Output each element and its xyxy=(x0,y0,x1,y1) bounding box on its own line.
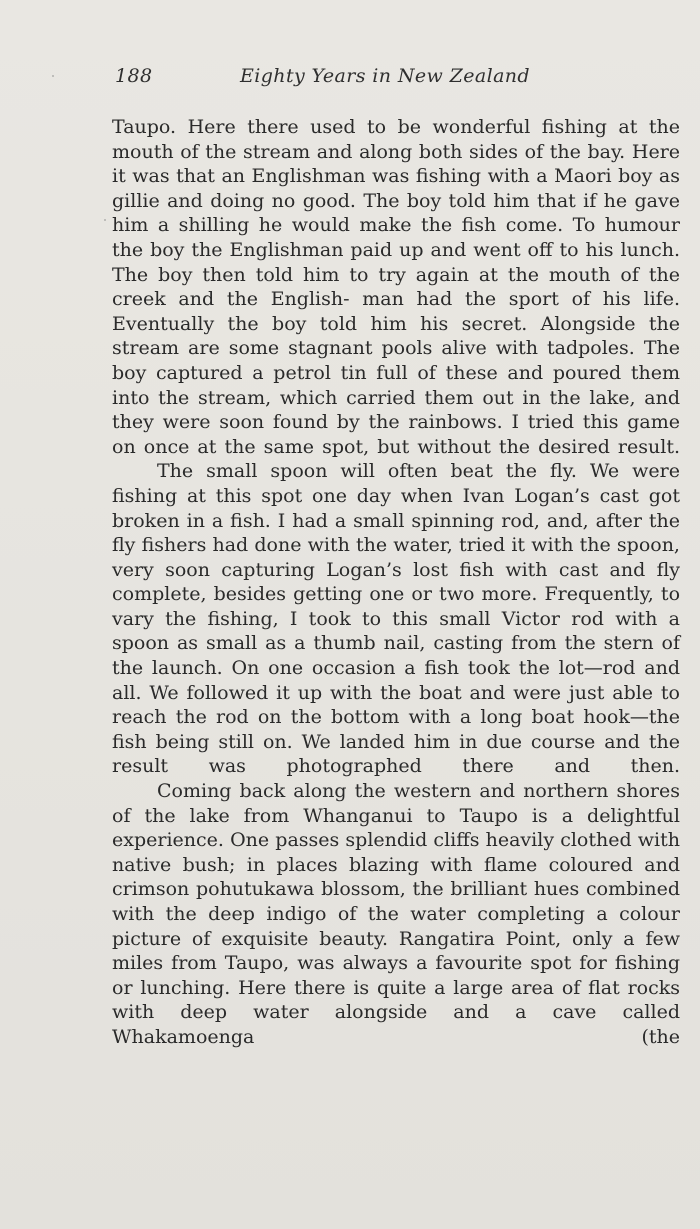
text-line: mouth of the stream and along both sides of the bay. xyxy=(112,140,626,163)
text-line: The small spoon will often beat the fly. We were xyxy=(157,460,680,483)
body-text xyxy=(112,115,680,1050)
paper-speck xyxy=(104,219,106,221)
text-line: photographed there and then. xyxy=(286,755,680,778)
running-title: Eighty Years in New Zealand xyxy=(240,65,530,87)
text-line: water alongside and a cave called Whakamoenga (the xyxy=(112,1001,680,1048)
text-line: small Victor rod with a spoon as small as a thumb nail, xyxy=(112,607,680,655)
paragraph-3 xyxy=(112,779,680,1050)
text-line: the brilliant hues combined with the deep indigo of the xyxy=(112,878,680,925)
text-line: heavily clothed with native bush; in places blazing xyxy=(112,829,680,876)
text-line: try again at the mouth of the creek and the English- xyxy=(112,263,680,311)
page-number: 188 xyxy=(115,65,153,87)
text-line: with cast and fly complete, besides getting one or two xyxy=(112,558,680,606)
text-line: Maori boy as gillie and doing no good. The boy told xyxy=(112,165,681,212)
text-line: a petrol tin full of these and poured them into the xyxy=(112,361,681,409)
text-line: Rangatira Point, only a few miles from Taupo, was xyxy=(112,927,680,975)
text-line: Coming back along the western and northern xyxy=(157,780,609,803)
text-line: always a favourite spot for fishing or lunching. Here xyxy=(112,952,680,999)
text-line: Here it was that an Englishman was fishing with a xyxy=(112,140,681,188)
paragraph-1 xyxy=(112,115,680,459)
text-line: with the spoon, very soon capturing Logan’s lost fish xyxy=(112,534,680,581)
text-line: were soon found by the rainbows. I tried this game on xyxy=(112,411,680,458)
text-line: a fish took the lot—rod and all. We followed it up xyxy=(112,657,680,704)
text-line: fishing at this spot one day when Ivan Logan’s cast xyxy=(112,484,639,507)
text-line: water completing a colour picture of exquisite beauty. xyxy=(112,903,680,950)
text-line: stagnant pools alive with tadpoles. The boy captured xyxy=(112,337,680,384)
text-line: him his secret. Alongside the stream are some xyxy=(112,312,680,360)
text-line: casting from the stern of the launch. On one occasion xyxy=(112,632,680,680)
text-line: stream, which carried them out in the lake, and they xyxy=(112,386,681,434)
text-line: more. Frequently, to vary the fishing, I took to this xyxy=(112,583,681,630)
text-line: Taupo. Here there used to be wonderful fishing at the xyxy=(112,116,680,138)
text-line: shores of the lake from Whanganui to Taupo is a xyxy=(112,780,680,827)
text-line: fish come. To humour the boy the Englishman paid up xyxy=(112,214,681,261)
paragraph-2 xyxy=(112,459,680,779)
text-line: on. We landed him in due course and the result was xyxy=(112,730,680,778)
text-line: got broken in a fish. I had a small spinning rod, and, xyxy=(112,484,680,532)
text-line: him that if he gave him a shilling he would make the xyxy=(112,189,680,237)
paper-speck xyxy=(52,75,54,77)
text-line: the bottom with a long boat hook—the fish being still xyxy=(112,706,680,753)
text-line: delightful experience. One passes splendid cliffs xyxy=(112,804,680,852)
text-line: man had the sport of his life. Eventually the boy told xyxy=(112,288,680,335)
text-line: and went off to his lunch. The boy then told him to xyxy=(112,238,680,286)
text-line: once at the same spot, but without the desired result. xyxy=(143,435,680,458)
text-line: with the boat and were just able to reach the rod on xyxy=(112,681,680,729)
text-line: with flame coloured and crimson pohutukawa blossom, xyxy=(112,853,680,901)
page-header xyxy=(115,65,560,95)
text-line: after the fly fishers had done with the water, tried it xyxy=(112,509,681,557)
text-line: there is quite a large area of flat rocks with deep xyxy=(112,976,680,1024)
